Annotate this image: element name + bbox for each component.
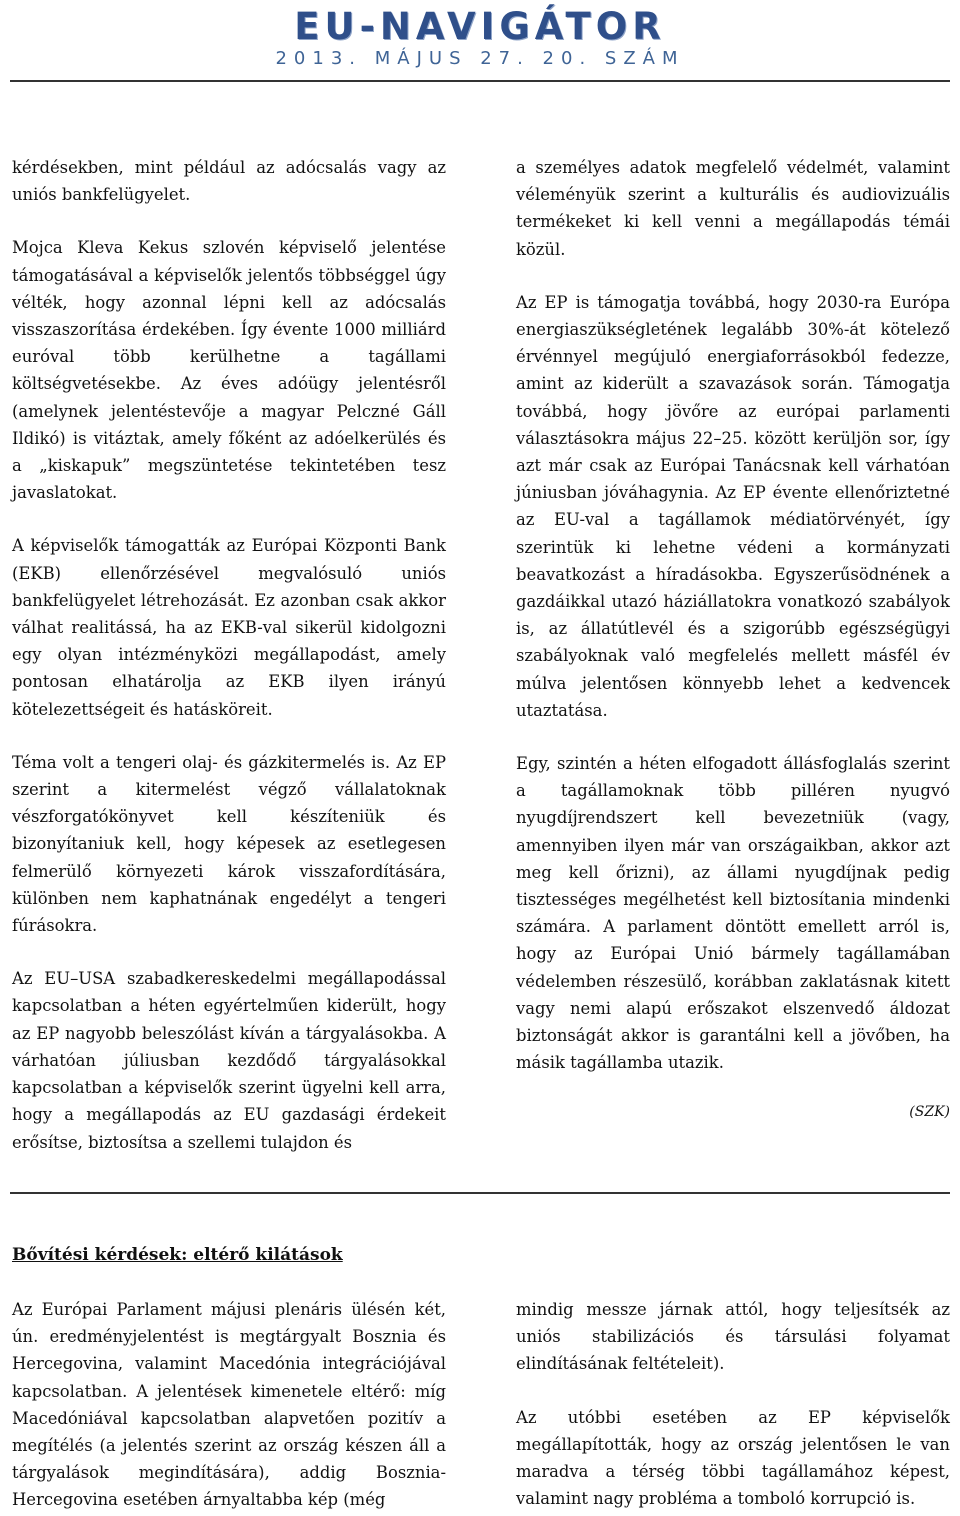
paragraph: Az EP is támogatja továbbá, hogy 2030-ra Európa energiaszükségletének legalább 30%-át kötelező érvénnyel megújuló energiaforrásokból fedezze, amint az kiderült a szavazások során. Támogatja továbbá, hogy jövőre az európai parlamenti választásokra május 22–25. között kerüljön sor, így azt már csak az Európai Tanácsnak kell várhatóan júniusban jóváhagynia. Az EP évente ellenőriztetné az EU-val a tagállamok médiatörvényét, így szerintük ki lehetne védeni a kormányzati beavatkozást a híradásokba. Egyszerűsödnének a gazdáikkal utazó háziállatokra vonatkozó szabályok is, az állatútlevél és a szigorúbb egészségügyi szabályoknak való megfelelés mellett másfél év múlva jelentősen könnyebb lehet a kedvencek utaztatása. xyxy=(516,292,950,720)
issue-date: 2013. MÁJUS 27. 20. SZÁM xyxy=(275,48,685,69)
section-title: Bővítési kérdések: eltérő kilátások xyxy=(12,1245,343,1265)
article1-right-column xyxy=(516,154,950,1121)
paragraph: Az utóbbi esetében az EP képviselők megállapították, hogy az ország jelentősen le van maradva a térség többi tagállamához képest, valamint nagy probléma a tomboló korrupció is. xyxy=(516,1407,950,1509)
paragraph: Téma volt a tengeri olaj- és gázkitermelés is. Az EP szerint a kitermelést végző vállalatoknak vészforgatókönyvet kell készíteniük és bizonyítaniuk kell, hogy képesek az esetlegesen felmerülő környezeti károk visszafordítására, különben nem kaphatnának engedélyt a tengeri fúrásokra. xyxy=(12,752,446,936)
masthead xyxy=(0,6,960,72)
article2-right-column xyxy=(516,1296,950,1512)
paragraph: Az Európai Parlament májusi plenáris ülésén két, ún. eredményjelentést is megtárgyalt Bosznia és Hercegovina, valamint Macedónia integrációjával kapcsolatban. A jelentések kimenetele eltérő: míg Macedóniával kapcsolatban alapvetően pozitív a megítélés (a jelentés szerint az ország készen áll a tárgyalások megindítására), addig Bosznia-Hercegovina esetében árnyaltabba kép (még xyxy=(12,1300,446,1510)
section-rule xyxy=(10,1192,950,1194)
paragraph: a személyes adatok megfelelő védelmét, valamint véleményük szerint a kulturális és audiovizuális termékeket ki kell venni a megállapodás témái közül. xyxy=(516,158,950,259)
header-rule xyxy=(10,80,950,82)
newsletter-title: EU-NAVIGÁTOR xyxy=(294,5,666,48)
paragraph: Egy, szintén a héten elfogadott állásfoglalás szerint a tagállamoknak több pilléren nyugvó nyugdíjrendszert kell bevezetniük (vagy, amennyiben ilyen már van országaikban, akkor azt meg kell őrizni), az állami nyugdíjnak pedig tisztességes megélhetést kell biztosítania mindenki számára. A parlament döntött emellett arról is, hogy az Európai Unió bármely tagállamában védelemben részesülő, korábban zaklatásnak kitett vagy nemi alapú erőszakot elszenvedő áldozat biztonságát akkor is garantálni kell a jövőben, ha másik tagállamba utazik. xyxy=(516,754,950,1073)
article2-left-column xyxy=(12,1296,446,1514)
paragraph: Mojca Kleva Kekus szlovén képviselő jelentése támogatásával a képviselők jelentős többséggel úgy vélték, hogy azonnal lépni kell az adócsalás visszaszorítása érdekében. Így évente 1000 milliárd euróval több kerülhetne a tagállami költségvetésekbe. Az éves adóügy jelentésről (amelynek jelentéstevője a magyar Pelczné Gáll Ildikó) is vitáztak, amely főként az adóelkerülés és a „kiskapuk” megszüntetése tekintetében tesz javaslatokat. xyxy=(12,238,446,503)
paragraph: Az EU–USA szabadkereskedelmi megállapodással kapcsolatban a héten egyértelműen kiderült, hogy az EP nagyobb beleszólást kíván a tárgyalásokba. A várhatóan júliusban kezdődő tárgyalásokkal kapcsolatban a képviselők szerint ügyelni kell arra, hogy a megállapodás az EU gazdasági érdekeit erősítse, biztosítsa a szellemi tulajdon és xyxy=(12,969,446,1152)
paragraph: A képviselők támogatták az Európai Központi Bank (EKB) ellenőrzésével megvalósuló uniós bankfelügyelet létrehozását. Ez azonban csak akkor válhat realitássá, ha az EKB-val sikerül kidolgozni egy olyan intézményközi megállapodást, amely pontosan elhatárolja az EKB ilyen irányú kötelezettségeit és hatásköreit. xyxy=(12,536,446,719)
author-signature: (SZK) xyxy=(909,1103,950,1120)
paragraph: mindig messze járnak attól, hogy teljesítsék az uniós stabilizációs és társulási folyamat elindításának feltételeit). xyxy=(516,1300,950,1374)
paragraph: kérdésekben, mint például az adócsalás vagy az uniós bankfelügyelet. xyxy=(12,158,446,205)
article1-left-column xyxy=(12,154,446,1156)
